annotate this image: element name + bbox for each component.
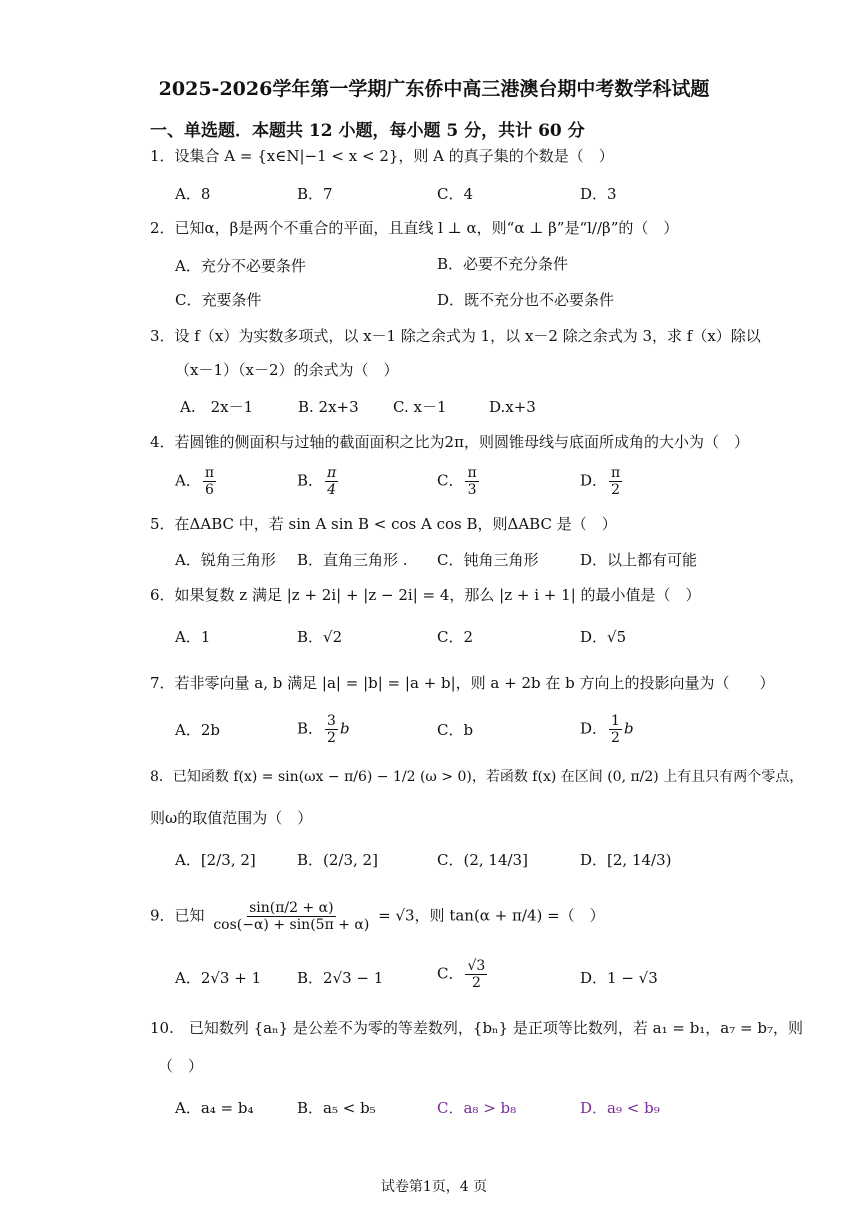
question-8: 8．已知函数 f(x) = sin(ωx − π/6) − 1/2 (ω > 0)，若函数 f(x) 在区间 (0, π/2) 上有且只有两个零点，: [150, 769, 804, 785]
q8-option-b: B．(2/3, 2]: [297, 851, 378, 869]
q9-option-c: C． $\frac{√3}{2}$: [437, 958, 486, 991]
q5-option-c: C．钝角三角形: [437, 551, 539, 569]
q7-option-c: C．b: [437, 721, 474, 739]
q8-option-a: A．[2/3, 2]: [175, 851, 256, 869]
q4-option-d: D． $\frac{\pi}{2}$: [580, 465, 621, 498]
q2-option-c: C．充要条件: [175, 291, 262, 309]
page-title: 2025-2026学年第一学期广东侨中高三港澳台期中考数学科试题: [158, 78, 710, 100]
page-footer: 试卷第1页，4 页: [380, 1179, 488, 1195]
q7-option-d: D． $\frac{1}{2}$ b: [580, 713, 634, 746]
question-1: 1．设集合 A = {x∈N|−1 < x < 2}，则 A 的真子集的个数是（ ）: [150, 147, 614, 165]
q1-option-c: C．4: [437, 185, 474, 203]
question-9: 9．已知 $\frac{\sin(\pi/2 + \alpha)}{\cos(-\alpha) + \sin(5\pi + \alpha)}$ = √3，则 tan(α + π/4) =（ ）: [150, 900, 605, 933]
q8-option-d: D．[2, 14/3): [580, 851, 672, 869]
question-10-cont: （ ）: [158, 1057, 204, 1075]
q2-option-b: B．必要不充分条件: [437, 255, 569, 273]
q8-option-c: C．(2, 14/3]: [437, 851, 528, 869]
q10-option-b: B．a₅ < b₅: [297, 1099, 376, 1117]
q3-option-c: C. x－1: [393, 398, 447, 416]
q1-option-b: B．7: [297, 185, 333, 203]
question-3: 3．设 f（x）为实数多项式，以 x－1 除之余式为 1，以 x－2 除之余式为 3，求 f（x）除以: [150, 327, 761, 345]
q6-option-c: C．2: [437, 628, 474, 646]
q4-option-a: A． $\frac{\pi}{6}$: [175, 465, 215, 498]
q3-option-d: D.x+3: [489, 398, 536, 416]
q6-option-d: D．√5: [580, 628, 627, 646]
q1-option-a: A．8: [175, 185, 211, 203]
q9-option-a: A．2√3 + 1: [175, 969, 262, 987]
q9-option-d: D．1 − √3: [580, 969, 658, 987]
q10-option-d: D．a₉ < b₉: [580, 1099, 660, 1117]
question-2: 2．已知α，β是两个不重合的平面，且直线 l ⊥ α，则“α ⊥ β”是“l//β”的（ ）: [150, 219, 679, 237]
question-3-cont: （x－1）（x－2）的余式为（ ）: [175, 361, 399, 379]
question-10: 10. 已知数列 {aₙ} 是公差不为零的等差数列，{bₙ} 是正项等比数列，若 a₁ = b₁，a₇ = b₇，则: [150, 1019, 803, 1037]
q4-option-b: B． $\frac{\pi}{4}$: [297, 465, 337, 498]
q10-option-c: C．a₈ > b₈: [437, 1099, 517, 1117]
q10-option-a: A．a₄ = b₄: [175, 1099, 254, 1117]
question-5: 5．在ΔABC 中，若 sin A sin B < cos A cos B，则ΔABC 是（ ）: [150, 515, 617, 533]
q7-option-a: A．2b: [175, 721, 220, 739]
q6-option-a: A．1: [175, 628, 211, 646]
section-heading: 一、单选题．本题共 12 小题，每小题 5 分，共计 60 分: [150, 121, 585, 141]
q2-option-d: D．既不充分也不必要条件: [437, 291, 615, 309]
q3-option-b: B. 2x+3: [298, 398, 359, 416]
question-6: 6．如果复数 z 满足 |z + 2i| + |z − 2i| = 4，那么 |z + i + 1| 的最小值是（ ）: [150, 586, 701, 604]
question-8-cont: 则ω的取值范围为（ ）: [150, 809, 313, 827]
q6-option-b: B．√2: [297, 628, 343, 646]
q5-option-a: A．锐角三角形: [175, 551, 276, 569]
q2-option-a: A．充分不必要条件: [175, 257, 306, 275]
q5-option-d: D．以上都有可能: [580, 551, 698, 569]
q9-option-b: B．2√3 − 1: [297, 969, 384, 987]
q3-option-a: A. 2x－1: [180, 398, 254, 416]
question-7: 7．若非零向量 a, b 满足 |a| = |b| = |a + b|，则 a + 2b 在 b 方向上的投影向量为（ ）: [150, 674, 775, 692]
q4-option-c: C． $\frac{\pi}{3}$: [437, 465, 477, 498]
q1-option-d: D．3: [580, 185, 617, 203]
q5-option-b: B．直角三角形 .: [297, 551, 408, 569]
q7-option-b: B． $\frac{3}{2}$ b: [297, 713, 350, 746]
question-4: 4．若圆锥的侧面积与过轴的截面面积之比为2π，则圆锥母线与底面所成角的大小为（ ）: [150, 433, 749, 451]
